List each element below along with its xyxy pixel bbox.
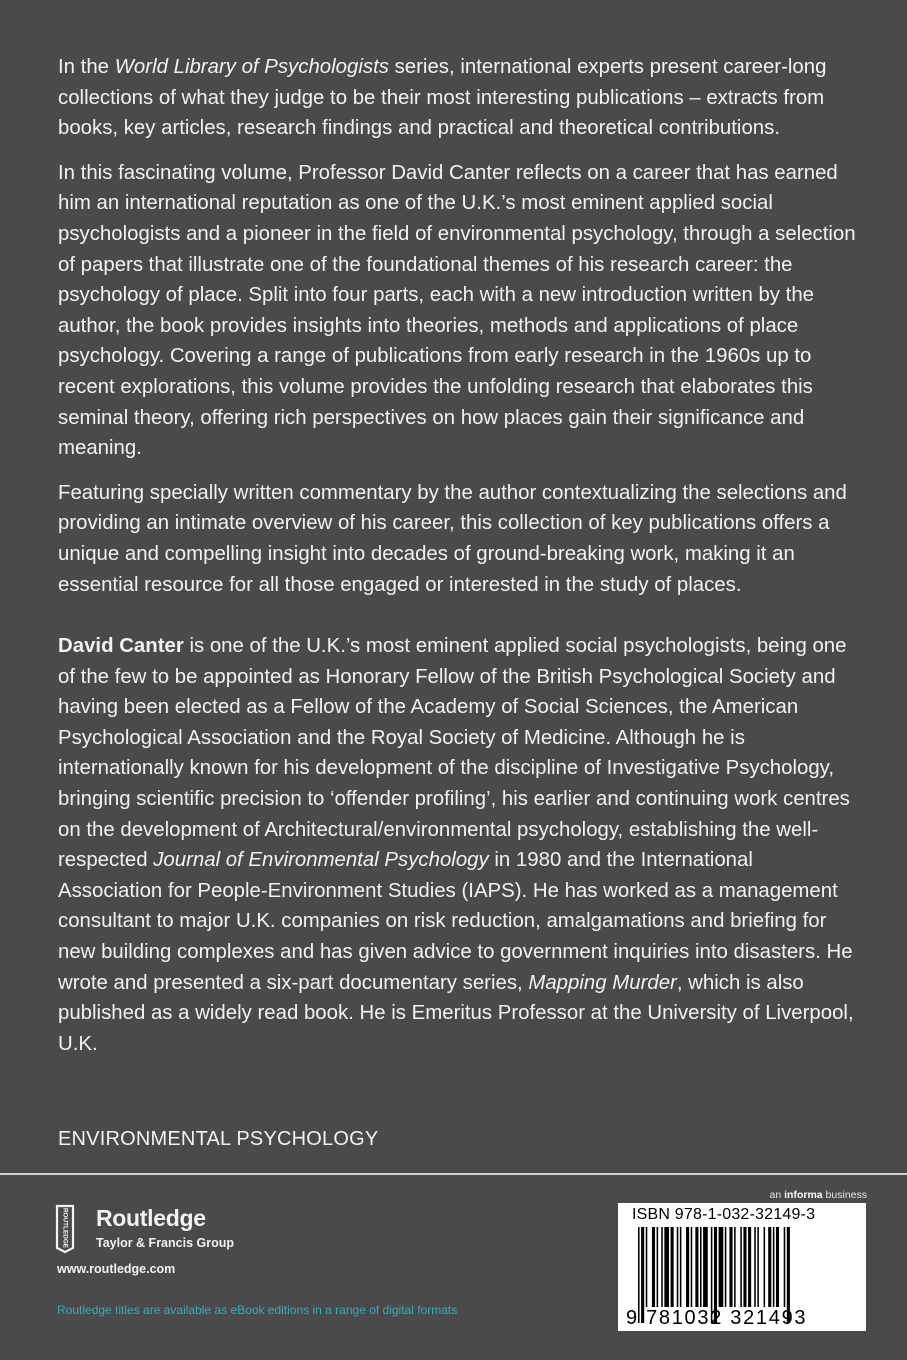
routledge-logo-icon [54,1204,76,1254]
journal-title: Journal of Environmental Psychology [153,849,489,872]
back-cover-blurb [58,52,858,1059]
bio-part-3: , which is also published as a widely read book. He is Emeritus Professor at the University of Liverpool, U.K. [58,971,854,1055]
barcode-bar [740,1227,742,1307]
barcode-bar [680,1227,682,1307]
barcode-bar [677,1227,679,1307]
subject-category: ENVIRONMENTAL PSYCHOLOGY [58,1128,379,1150]
blurb-paragraph-2: In this fascinating volume, Professor David Canter reflects on a career that has earned him an international reputation as one of the U.K.’s most eminent applied social psychologists and a pioneer in the field of environmental psychology, through a selection of papers that illustrate one of the foundational themes of his research career: the psychology of place. Split into four parts, each with a new introduction written by the author, the book provides insights into theories, methods and applications of place psychology. Covering a range of publications from early research in the 1960s up to recent explorations, this volume provides the unfolding research that elaborates this seminal theory, offering rich perspectives on how places gain their significance and meaning. [58,161,856,460]
barcode-bar [719,1227,724,1307]
barcode-bar [691,1227,693,1307]
barcode-bar [657,1227,659,1307]
barcode-bar [734,1227,736,1307]
barcode-bar [757,1227,759,1307]
barcode-bar [686,1227,689,1307]
isbn-label: ISBN 978-1-032-32149-3 [632,1206,816,1223]
barcode-bar [729,1227,732,1307]
barcode-bar [776,1227,779,1307]
barcode-bar [743,1227,746,1307]
publisher-name: Routledge [96,1205,206,1231]
author-name: David Canter [58,635,184,658]
divider-line [0,1173,907,1175]
barcode-bar [661,1227,663,1307]
barcode-bar [695,1227,698,1307]
barcode-bar [754,1227,756,1307]
blurb-paragraph-1 [58,52,858,144]
informa-business-tag [770,1189,867,1201]
barcode-bar [725,1227,727,1307]
barcode-bar [700,1227,702,1307]
barcode-bar [748,1227,751,1307]
barcode-bar [646,1227,648,1307]
bio-part-2: in 1980 and the International Association for People-Environment Studies (IAPS). He has worked as a management consultant to major U.K. companies on risk reduction, amalgamations and briefing for new building complexes and has given advice to government inquiries into disasters. He wrote and presented a six-part documentary series, [58,849,853,994]
blurb-paragraph-3: Featuring specially written commentary by the author contextualizing the selections and providing an intimate overview of his career, this collection of key publications offers a unique and compelling insight into decades of ground-breaking work, making it an essential resource for all those engaged or interested in the study of places. [58,481,847,596]
informa-suffix: business [822,1189,867,1201]
informa-brand: informa [784,1189,823,1201]
barcode-bar [664,1227,669,1307]
publisher-group: Taylor & Francis Group [96,1236,234,1250]
barcode-bar [671,1227,674,1307]
isbn-barcode [618,1203,866,1331]
barcode-bar [764,1227,766,1307]
barcode-bar [768,1227,771,1307]
barcode-digits: 9 781032 321493 [626,1307,808,1329]
barcode-bar [773,1227,775,1307]
author-bio [58,631,858,1059]
documentary-title: Mapping Murder [528,971,677,994]
blurb-p1-pre: In the [58,56,115,78]
barcode-bar [784,1227,786,1307]
informa-prefix: an [769,1189,785,1201]
blurb-p1-post: series, international experts present career-long collections of what they judge to be their most interesting publications – extracts from books, key articles, research findings and practical and theoretical contributions. [58,56,827,140]
barcode-bar [703,1227,708,1307]
barcode-bar [652,1227,655,1307]
ebook-note: Routledge titles are available as eBook editions in a range of digital formats [57,1303,458,1317]
series-title: World Library of Psychologists [114,56,389,78]
routledge-logo-text: ROUTLEDGE [61,1207,69,1249]
bio-part-1: is one of the U.K.’s most eminent applied social psychologists, being one of the few to be appointed as Honorary Fellow of the British Psychological Society and having been elected as a Fellow of the Academy of Social Sciences, the American Psychological Association and the Royal Society of Medicine. Although he is internationally known for his development of the discipline of Investigative Psychology, bringing scientific precision to ‘offender profiling’, his earlier and continuing work centres on the development of Architectural/environmental psychology, establishing the well-respected [58,635,850,872]
publisher-website-link[interactable]: www.routledge.com [57,1262,176,1276]
